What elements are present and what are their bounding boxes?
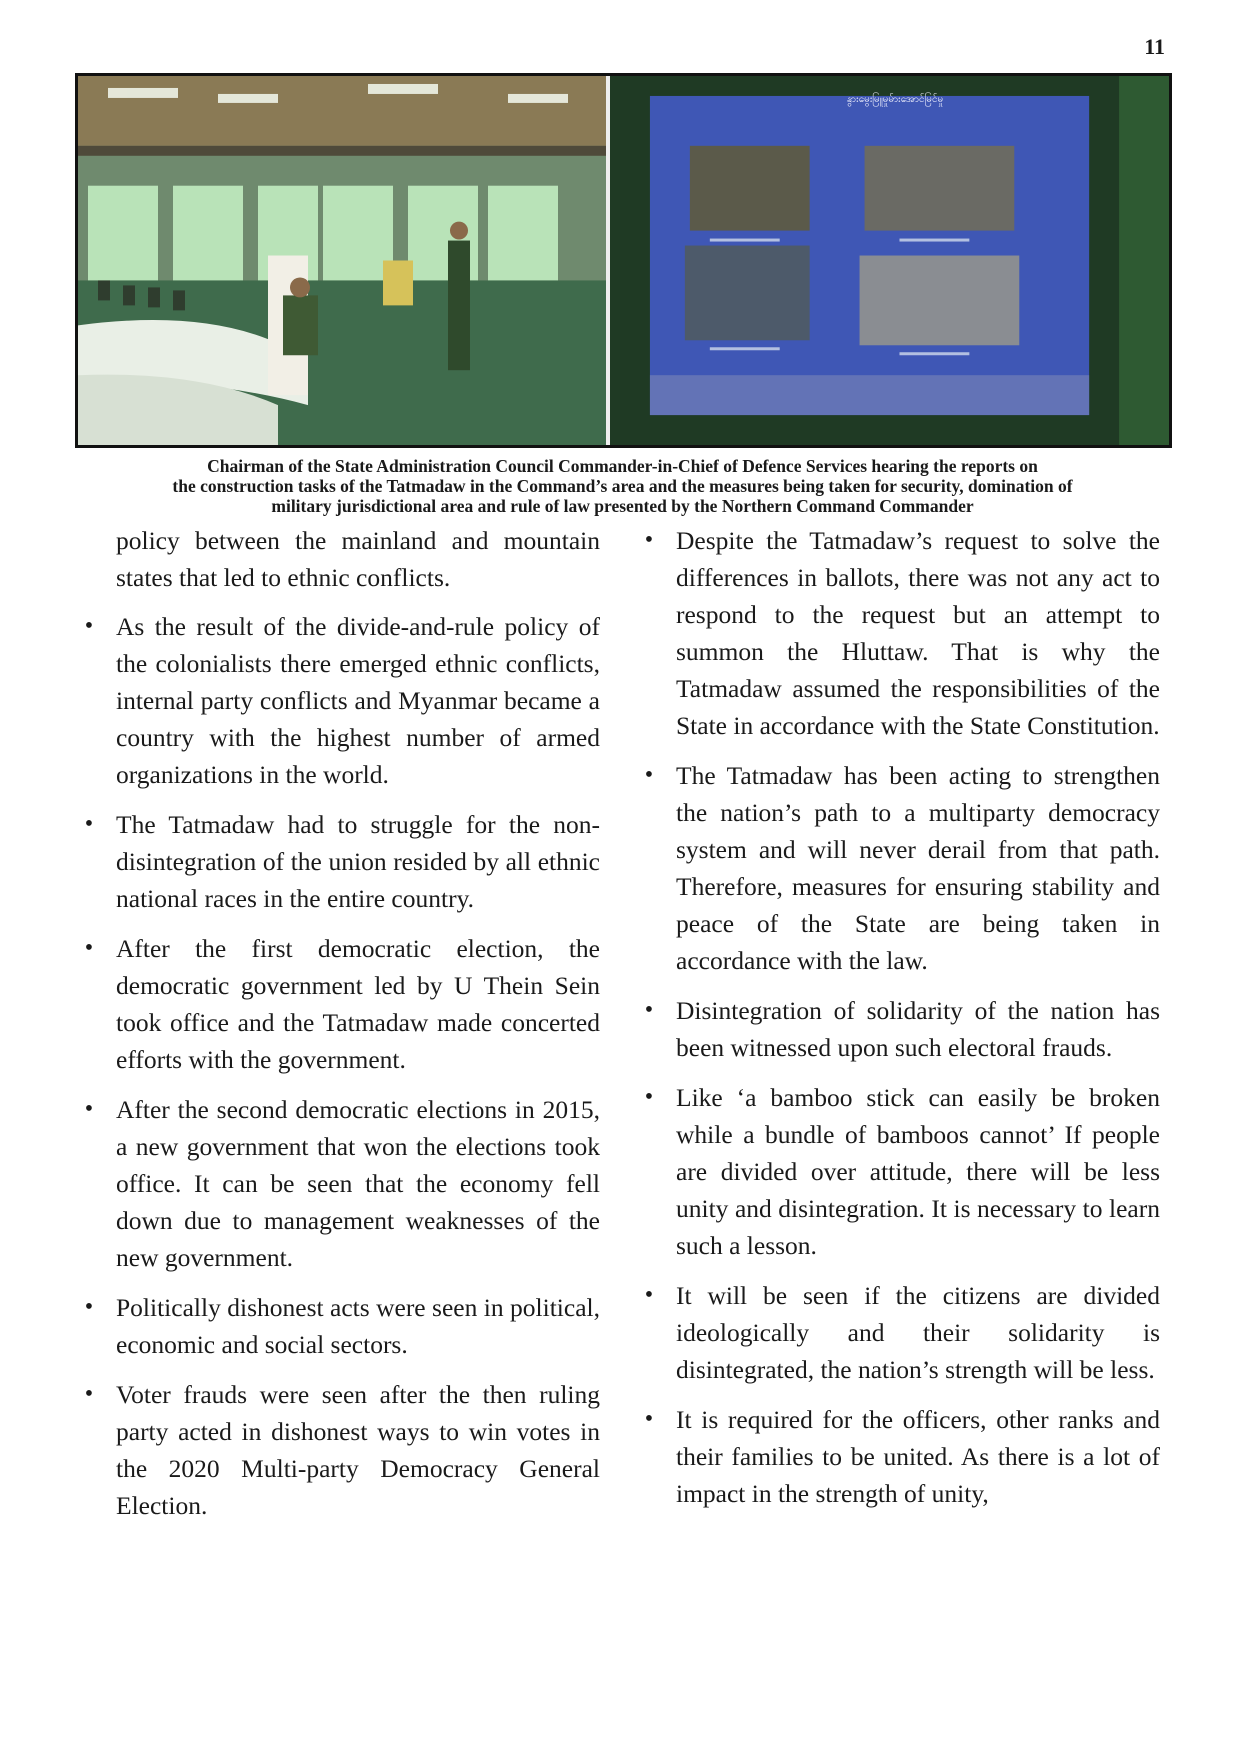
bullet-text: Like ‘a bamboo stick can easily be broken while a bundle of bamboos cannot’ If people are divided over attitude, there will be less unity and disintegration. It is necessary to learn such a lesson. (676, 1083, 1160, 1260)
slide-title: နွားမွေးမြူမှုမ်ားအောင်မြင်မှု (846, 94, 944, 105)
bullet-icon: • (84, 811, 94, 837)
bullet-item (80, 806, 600, 917)
bullet-icon: • (644, 1084, 654, 1110)
bullet-item (80, 1376, 600, 1524)
right-column (640, 522, 1160, 1525)
bullet-text: The Tatmadaw had to struggle for the non-disintegration of the union resided by all ethnic national races in the entire country. (116, 810, 600, 913)
page-number: 11 (1144, 34, 1165, 59)
bullet-item (640, 1079, 1160, 1264)
bullet-icon: • (84, 1096, 94, 1122)
bullet-icon: • (84, 613, 94, 639)
bullet-text: It will be seen if the citizens are divided ideologically and their solidarity is disintegrated, the nation’s strength will be less. (676, 1281, 1160, 1384)
bullet-text: As the result of the divide-and-rule policy of the colonialists there emerged ethnic conflicts, internal party conflicts and Myanmar became a country with the highest number of armed organizations in the world. (116, 612, 600, 789)
bullet-icon: • (84, 1294, 94, 1320)
bullet-item (80, 1289, 600, 1363)
photo-strip (75, 73, 1172, 448)
bullet-text: It is required for the officers, other ranks and their families to be united. As there is a lot of impact in the strength of unity, (676, 1405, 1160, 1508)
bullet-item (80, 930, 600, 1078)
bullet-text: Voter frauds were seen after the then ruling party acted in dishonest ways to win votes in the 2020 Multi-party Democracy General Election. (116, 1380, 600, 1520)
bullet-text: Despite the Tatmadaw’s request to solve the differences in ballots, there was not any act to respond to the request but an attempt to summon the Hluttaw. That is why the Tatmadaw assumed the responsibilities of the State in accordance with the State Constitution. (676, 526, 1160, 740)
bullet-icon: • (84, 935, 94, 961)
caption-line: Chairman of the State Administration Council Commander-in-Chief of Defence Services hearing the reports on (207, 456, 1038, 476)
bullet-item (640, 1277, 1160, 1388)
bullet-item (80, 1091, 600, 1276)
bullet-icon: • (644, 762, 654, 788)
bullet-text: Disintegration of solidarity of the nation has been witnessed upon such electoral frauds. (676, 996, 1160, 1062)
projector-slide-image (610, 76, 1169, 445)
bullet-item (640, 522, 1160, 744)
bullet-text: Politically dishonest acts were seen in political, economic and social sectors. (116, 1293, 600, 1359)
bullet-icon: • (644, 1282, 654, 1308)
bullet-text: After the second democratic elections in 2015, a new government that won the elections took office. It can be seen that the economy fell down due to management weaknesses of the new government. (116, 1095, 600, 1272)
bullet-item (640, 1401, 1160, 1512)
projector-slide-photo (610, 76, 1169, 445)
bullet-item (80, 608, 600, 793)
photo-caption (70, 456, 1175, 516)
bullet-text: After the first democratic election, the democratic government led by U Thein Sein took office and the Tatmadaw made concerted efforts with the government. (116, 934, 600, 1074)
bullet-item (640, 757, 1160, 979)
continued-paragraph: policy between the mainland and mountain states that led to ethnic conflicts. (116, 526, 600, 592)
left-column (80, 522, 600, 1537)
bullet-text: The Tatmadaw has been acting to strengthen the nation’s path to a multiparty democracy system and will never derail from that path. Therefore, measures for ensuring stability and peace of the State are being taken in accordance with the law. (676, 761, 1160, 975)
meeting-room-image (78, 76, 606, 445)
caption-line: the construction tasks of the Tatmadaw in the Command’s area and the measures being taken for security, domination of (172, 476, 1073, 496)
bullet-icon: • (84, 1381, 94, 1407)
caption-line: military jurisdictional area and rule of law presented by the Northern Command Commander (271, 496, 974, 516)
bullet-icon: • (644, 1406, 654, 1432)
meeting-room-photo (78, 76, 610, 445)
bullet-icon: • (644, 997, 654, 1023)
bullet-icon: • (644, 527, 654, 553)
bullet-item (640, 992, 1160, 1066)
